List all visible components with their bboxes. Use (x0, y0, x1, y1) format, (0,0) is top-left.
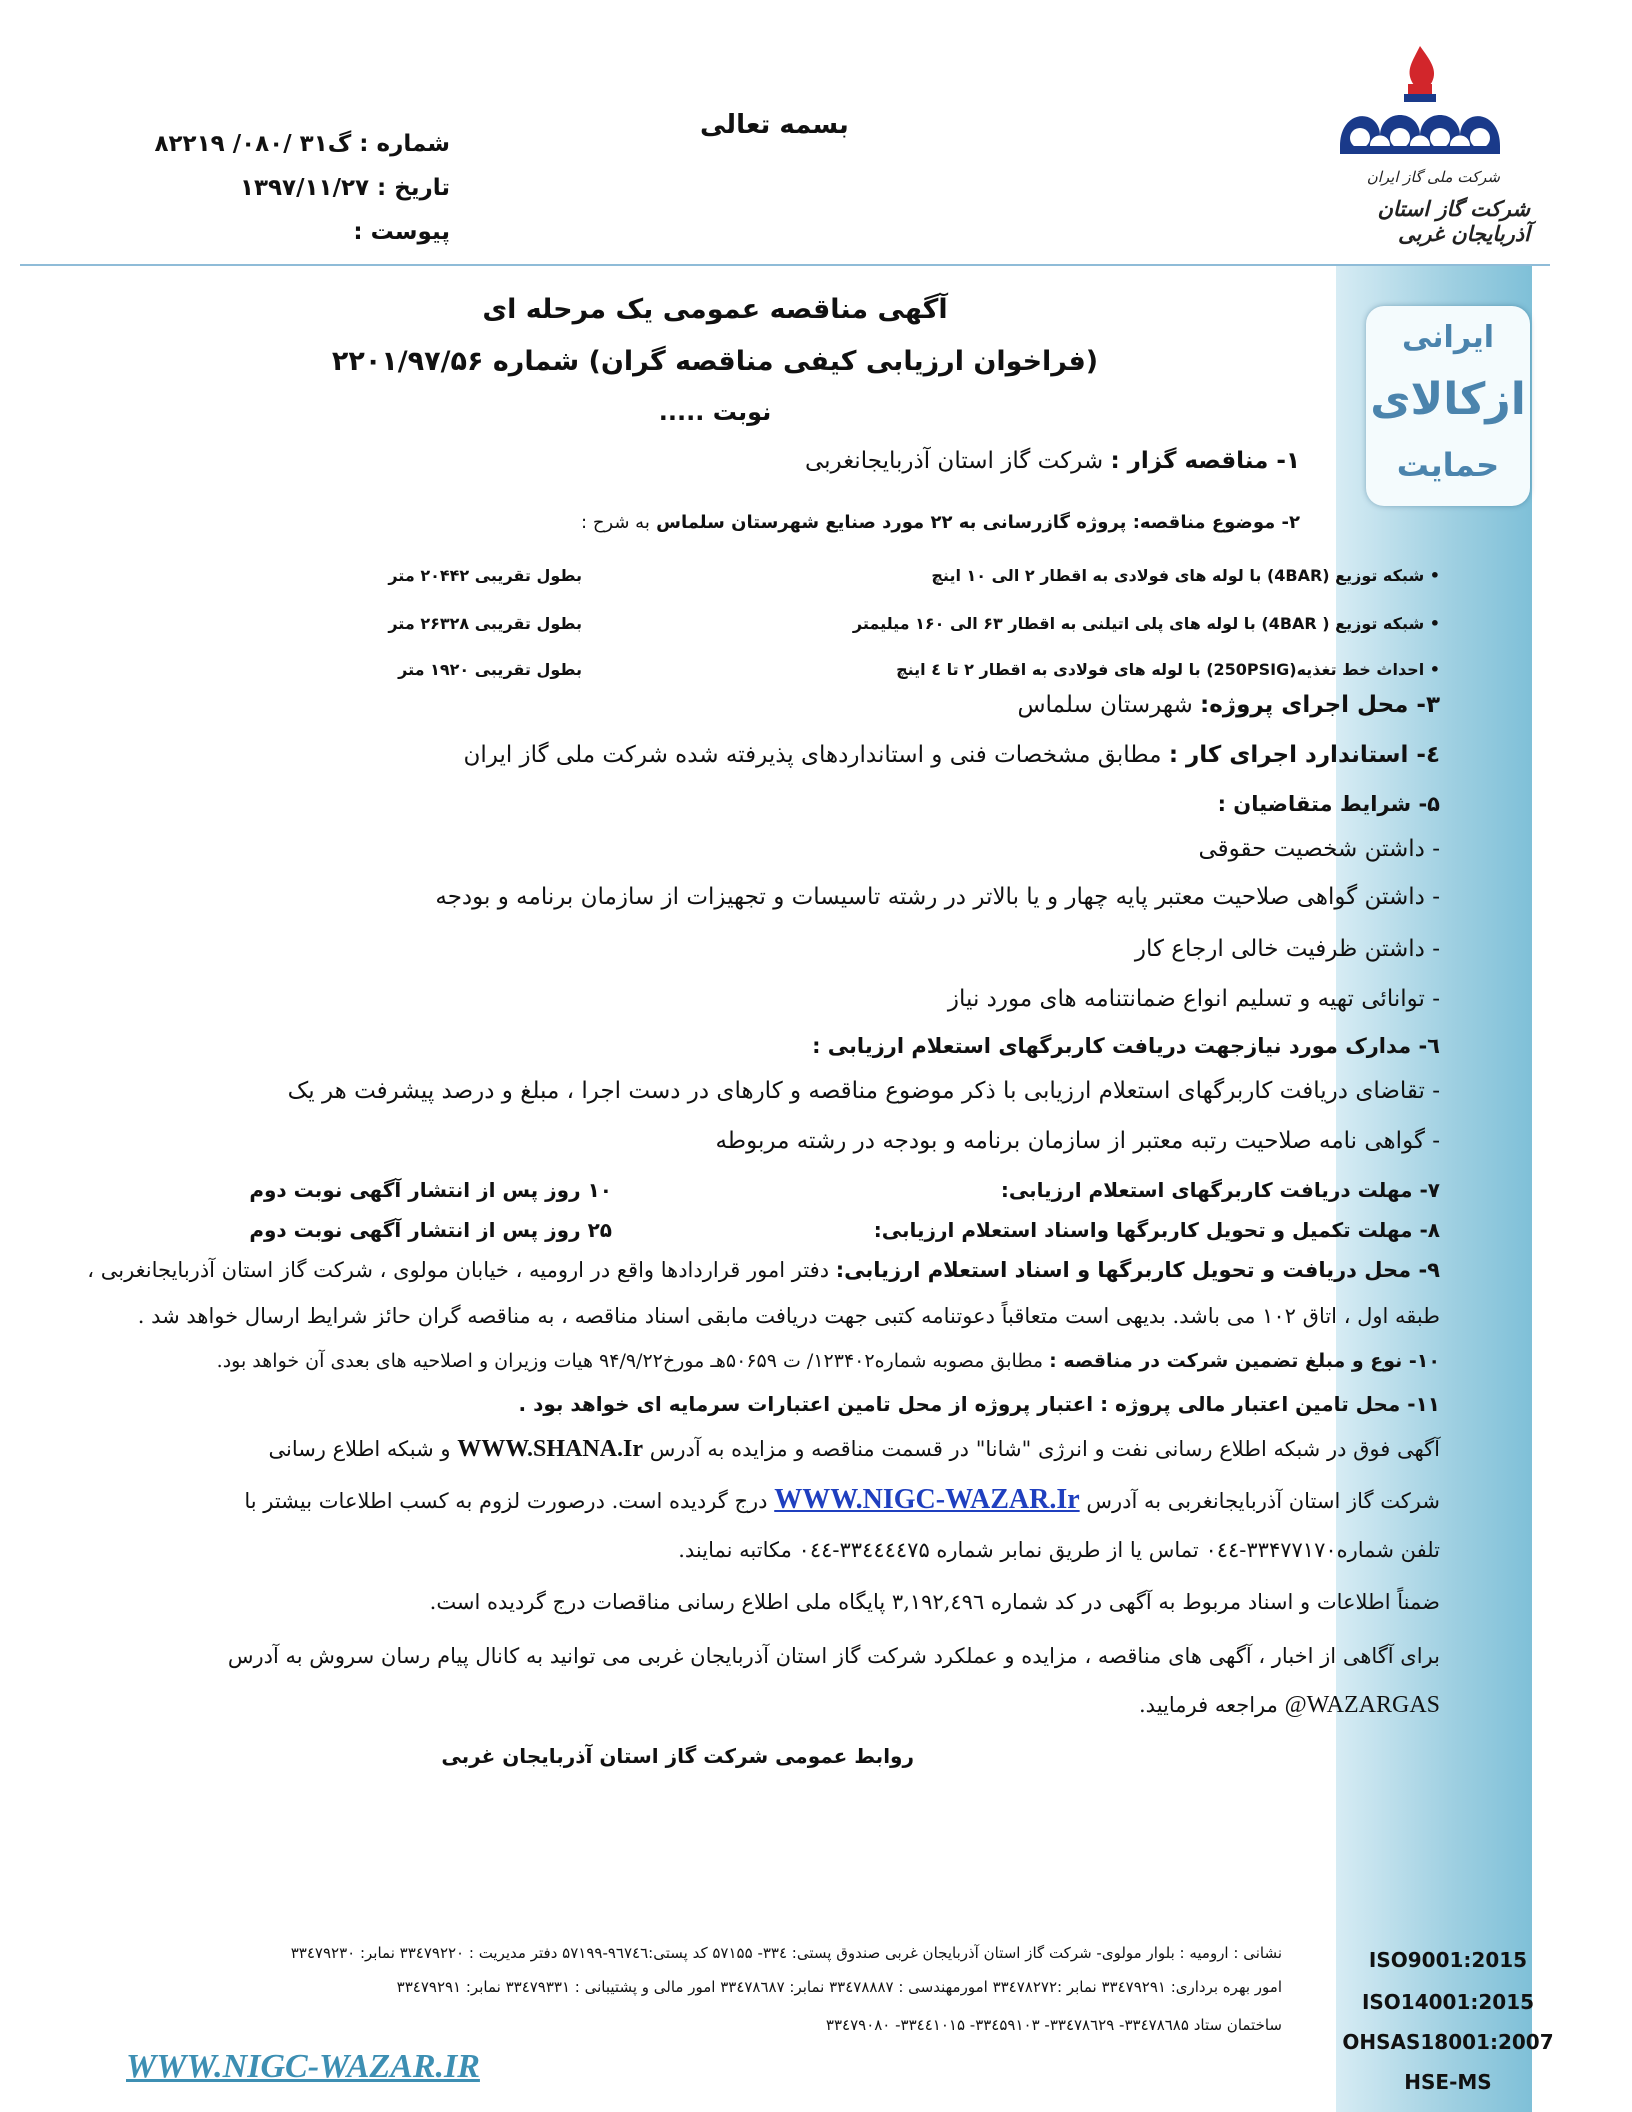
item-7-label: ۷- مهلت دریافت کاربرگهای استعلام ارزیابی: (1000, 1178, 1440, 1202)
item-11-text: اعتبار پروژه از محل تامین اعتبارات سرمایه ای خواهد بود . (518, 1392, 1094, 1416)
iso-cert: OHSAS18001:2007 (1342, 2030, 1554, 2054)
bullet-text: شبکه توزیع ( 4BAR) با لوله های پلی اتیلنی به اقطار ۶۳ الی ۱۶۰ میلیمتر (852, 614, 1425, 633)
notice-turn: نوبت ..... (658, 398, 772, 426)
paragraph-6-text: مراجعه فرمایید. (1139, 1693, 1278, 1717)
badge-line-1: ایرانی (1401, 320, 1495, 355)
item-1-text: شرکت گاز استان آذربایجانغربی (804, 448, 1104, 474)
item-10 (217, 1350, 1440, 1372)
item-4 (463, 742, 1440, 768)
item-1-label: ۱- مناقصه گزار : (1110, 448, 1300, 474)
item-7-value: ۱۰ روز پس از انتشار آگهی نوبت دوم (249, 1178, 612, 1202)
soroush-handle[interactable]: @WAZARGAS (1284, 1692, 1440, 1718)
iso-cert: HSE-MS (1404, 2070, 1492, 2094)
item-9 (87, 1258, 1440, 1282)
iso-cert: ISO14001:2015 (1361, 1990, 1535, 2014)
bullet-length: بطول تقریبی ۱۹۲۰ متر (398, 660, 582, 679)
item-8-label: ۸- مهلت تکمیل و تحویل کاربرگها واسناد استعلام ارزیابی: (873, 1218, 1440, 1242)
company-logo (1320, 36, 1530, 246)
bullet-length: بطول تقریبی ۲۰۴۴۲ متر (388, 566, 582, 585)
item-10-text: مطابق مصوبه شماره۱۲۳۴۰۲/ ت ۵۰۶۵۹هـ مورخ۹۴/۹/۲۲ هیات وزیران و اصلاحیه های بعدی آن خواهد بود. (216, 1350, 1044, 1372)
condition-item: - توانائی تهیه و تسلیم انواع ضمانتنامه های مورد نیاز (947, 986, 1440, 1012)
item-2 (581, 512, 1300, 533)
paragraph-1-text-b: و شبکه اطلاع رسانی (268, 1437, 451, 1461)
footer-address: نشانی : ارومیه : بلوار مولوی- شرکت گاز استان آذربایجان غربی صندوق پستی: ۳۳٤- ۵۷۱۵۵ کد پستی:۹٦۷٤٦-۵۷۱۹۹ دفتر مدیریت : ۳۳٤۷۹۲۲۰ نمابر: ۳۳٤۷۹۲۳۰ (290, 1944, 1282, 1962)
shana-link[interactable]: WWW.SHANA.Ir (457, 1436, 644, 1462)
condition-item: - داشتن گواهی صلاحیت معتبر پایه چهار و یا بالاتر در رشته تاسیسات و تجهیزات از سازمان برنامه و بودجه (435, 884, 1440, 910)
item-8-value: ۲۵ روز پس از انتشار آگهی نوبت دوم (249, 1218, 612, 1242)
item-10-label: ۱۰- نوع و مبلغ تضمین شرکت در مناقصه : (1049, 1350, 1440, 1372)
item-11 (519, 1392, 1440, 1416)
letter-date: تاریخ : ۱۳۹۷/۱۱/۲۷ (239, 175, 450, 201)
paragraph-1-text-a: آگهی فوق در شبکه اطلاع رسانی نفت و انرژی "شانا" در قسمت مناقصه و مزایده به آدرس (649, 1437, 1440, 1461)
paragraph-5: برای آگاهی از اخبار ، آگهی های مناقصه ، مزایده و عملکرد شرکت گاز استان آذربایجان غربی می توانید به کانال پیام رسان سروش به آدرس (227, 1644, 1440, 1668)
iranian-goods-badge (1366, 306, 1530, 506)
item-5-label: ۵- شرایط متقاضیان : (1217, 792, 1440, 816)
document-item: - گواهی نامه صلاحیت رتبه معتبر از سازمان برنامه و بودجه در رشته مربوطه (715, 1128, 1440, 1154)
notice-subtitle: (فراخوان ارزیابی کیفی مناقصه گران) شماره ۲۲۰۱/۹۷/۵۶ (331, 346, 1099, 377)
letter-attachment: پیوست : (353, 219, 450, 245)
paragraph-4: ضمناً اطلاعات و اسناد مربوط به آگهی در کد شماره ۳,۱۹۲,٤۹٦ پایگاه ملی اطلاع رسانی مناقصات درج گردیده است. (429, 1590, 1440, 1614)
item-3 (1017, 692, 1440, 718)
header-divider (20, 264, 1550, 266)
footer-hq-phones: ساختمان ستاد ۳۳٤۷۸٦۸۵- ۳۳٤۷۸٦۲۹- ۳۳٤۵۹۱۰۳- ۳۳٤٤۱۰۱۵- ۳۳٤۷۹۰۸۰ (825, 2016, 1282, 2034)
footer-website-link[interactable]: WWW.NIGC-WAZAR.IR (126, 2048, 480, 2085)
item-4-label: ٤- استاندارد اجرای کار : (1168, 742, 1440, 768)
gas-flame-logo-icon (1320, 36, 1530, 176)
condition-item: - داشتن شخصیت حقوقی (1198, 836, 1440, 862)
item-6-label: ٦- مدارک مورد نیازجهت دریافت کاربرگهای استعلام ارزیابی : (812, 1034, 1440, 1058)
bullet-text: شبکه توزیع (4BAR) با لوله های فولادی به اقطار ۲ الی ۱۰ اینچ (931, 566, 1425, 585)
document-item: - تقاضای دریافت کاربرگهای استعلام ارزیابی با ذکر موضوع مناقصه و کارهای در دست اجرا ، مبلغ و درصد پیشرفت هر یک (287, 1078, 1440, 1104)
paragraph-3: تلفن شماره۳۳۴۷۷۱۷۰-۰٤٤ تماس یا از طریق نمابر شماره ۳۳٤٤٤٤۷۵-۰٤٤ مکاتبه نمایند. (678, 1538, 1440, 1562)
paragraph-6 (1139, 1692, 1440, 1719)
item-1 (805, 448, 1300, 474)
notice-title: آگهی مناقصه عمومی یک مرحله ای (482, 294, 948, 325)
paragraph-2-text-a: شرکت گاز استان آذربایجانغربی به آدرس (1086, 1489, 1440, 1513)
paragraph-1 (268, 1436, 1440, 1463)
bismillah-heading: بسمه تعالی (700, 110, 849, 140)
paragraph-2-text-b: درج گردیده است. درصورت لزوم به کسب اطلاعات بیشتر با (244, 1489, 768, 1513)
bullet-text: احداث خط تغذیه(250PSIG) با لوله های فولادی به اقطار ۲ تا ٤ اینچ (896, 660, 1425, 679)
badge-line-2: ازکالای (1370, 374, 1526, 425)
signature: روابط عمومی شرکت گاز استان آذربایجان غربی (441, 1744, 914, 1768)
bullet-item: • شبکه توزیع ( 4BAR) با لوله های پلی اتیلنی به اقطار ۶۳ الی ۱۶۰ میلیمتر (852, 614, 1440, 633)
logo-caption-1: شرکت ملی گاز ایران (1366, 168, 1500, 186)
item-3-text: شهرستان سلماس (1017, 692, 1193, 718)
footer-departments: امور بهره برداری: ۳۳٤۷۹۲۹۱ نمابر :۳۳٤۷۸۲۷۲ امورمهندسی : ۳۳٤۷۸۸۸۷ نمابر: ۳۳٤۷۸٦۸۷ امور مالی و پشتیبانی : ۳۳٤۷۹۳۳۱ نمابر: ۳۳٤۷۹۲۹۱ (396, 1978, 1282, 1996)
item-11-label: ۱۱- محل تامین اعتبار مالی پروژه : (1100, 1392, 1440, 1416)
bullet-length: بطول تقریبی ۲۶۳۲۸ متر (388, 614, 582, 633)
item-3-label: ۳- محل اجرای پروژه: (1200, 692, 1440, 718)
item-2-label: ۲- موضوع مناقصه: پروژه گازرسانی به ۲۲ مورد صنایع شهرستان سلماس (656, 512, 1300, 533)
item-9-text-2: طبقه اول ، اتاق ۱۰۲ می باشد. بدیهی است متعاقباً دعوتنامه کتبی جهت دریافت مابقی اسناد مناقصه ، به مناقصه گران حائز شرایط ارسال خواهد شد . (137, 1304, 1440, 1328)
nigc-wazar-link[interactable]: WWW.NIGC-WAZAR.Ir (774, 1484, 1080, 1515)
item-9-text-1: دفتر امور قراردادها واقع در ارومیه ، خیابان مولوی ، شرکت گاز استان آذربایجانغربی ، (87, 1258, 830, 1282)
paragraph-2 (244, 1484, 1440, 1516)
bullet-item: • احداث خط تغذیه(250PSIG) با لوله های فولادی به اقطار ۲ تا ٤ اینچ (896, 660, 1440, 679)
badge-line-3: حمایت (1396, 446, 1500, 484)
bullet-item: • شبکه توزیع (4BAR) با لوله های فولادی به اقطار ۲ الی ۱۰ اینچ (931, 566, 1440, 585)
item-2-suffix: به شرح : (581, 512, 650, 533)
condition-item: - داشتن ظرفیت خالی ارجاع کار (1134, 936, 1440, 962)
iso-cert: ISO9001:2015 (1368, 1948, 1528, 1972)
item-4-text: مطابق مشخصات فنی و استانداردهای پذیرفته شده شرکت ملی گاز ایران (463, 742, 1162, 768)
logo-caption-2: شرکت گاز استان آذربایجان غربی (1377, 196, 1530, 246)
letter-number: شماره : گ۳۱ /۰۸۰/ ۸۲۲۱۹ (154, 131, 450, 157)
item-9-label: ۹- محل دریافت و تحویل کاربرگها و اسناد استعلام ارزیابی: (835, 1258, 1440, 1282)
